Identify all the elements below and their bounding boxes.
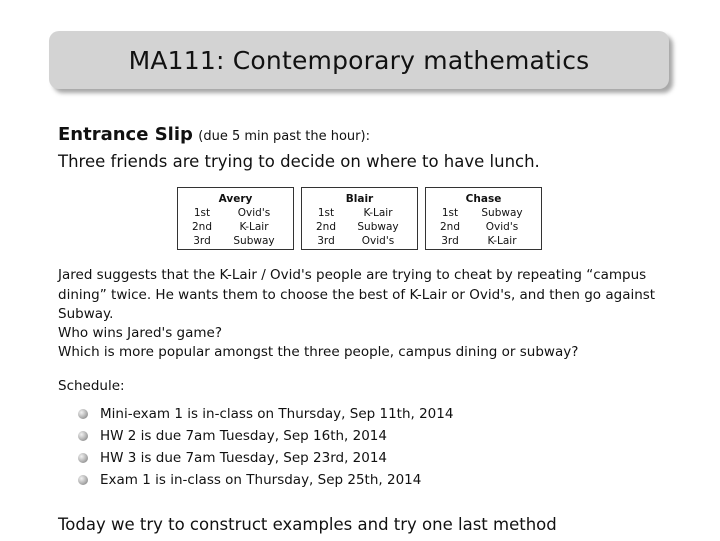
list-item bbox=[78, 425, 453, 447]
bullet-icon bbox=[78, 453, 88, 463]
list-item bbox=[78, 469, 453, 491]
schedule-item-text: Exam 1 is in-class on Thursday, Sep 25th, 2014 bbox=[100, 472, 422, 488]
choice: Ovid's bbox=[361, 235, 395, 247]
bullet-icon bbox=[78, 475, 88, 485]
due-note: (due 5 min past the hour): bbox=[198, 129, 370, 144]
schedule-list bbox=[78, 403, 453, 491]
rank: 1st bbox=[317, 207, 335, 219]
preference-row bbox=[178, 206, 293, 220]
entrance-slip-heading bbox=[58, 124, 370, 145]
preference-box-avery bbox=[177, 187, 294, 250]
rank: 2nd bbox=[439, 221, 460, 233]
schedule-label: Schedule: bbox=[58, 378, 125, 394]
preference-row bbox=[426, 220, 541, 234]
preference-box-blair bbox=[301, 187, 418, 250]
paragraph-line: Jared suggests that the K-Lair / Ovid's people are trying to cheat by repeating “campus bbox=[58, 267, 647, 283]
person-name: Blair bbox=[345, 193, 374, 205]
preference-row bbox=[426, 206, 541, 220]
schedule-item-text: HW 2 is due 7am Tuesday, Sep 16th, 2014 bbox=[100, 428, 387, 444]
preference-box-chase bbox=[425, 187, 542, 250]
preference-row bbox=[302, 234, 417, 248]
preference-row bbox=[178, 234, 293, 248]
preference-row bbox=[178, 220, 293, 234]
choice: K-Lair bbox=[487, 235, 517, 247]
intro-text: Three friends are trying to decide on where to have lunch. bbox=[58, 152, 540, 171]
rank: 3rd bbox=[193, 235, 211, 247]
person-name: Avery bbox=[218, 193, 253, 205]
rank: 2nd bbox=[191, 221, 212, 233]
person-name: Chase bbox=[465, 193, 502, 205]
rank: 3rd bbox=[441, 235, 459, 247]
preference-row bbox=[302, 206, 417, 220]
rank: 2nd bbox=[315, 221, 336, 233]
choice: K-Lair bbox=[239, 221, 269, 233]
choice: Subway bbox=[481, 207, 523, 219]
choice: Ovid's bbox=[485, 221, 519, 233]
preference-row bbox=[426, 234, 541, 248]
page-title: MA111: Contemporary mathematics bbox=[128, 45, 590, 75]
closing-text: Today we try to construct examples and try one last method bbox=[58, 515, 557, 534]
question-line: Which is more popular amongst the three people, campus dining or subway? bbox=[58, 344, 579, 360]
rank: 1st bbox=[441, 207, 459, 219]
entrance-slip-label: Entrance Slip bbox=[58, 124, 193, 145]
choice: Subway bbox=[357, 221, 399, 233]
paragraph-line: dining” twice. He wants them to choose the best of K-Lair or Ovid's, and then go against bbox=[58, 287, 656, 303]
bullet-icon bbox=[78, 431, 88, 441]
title-banner bbox=[49, 31, 669, 89]
rank: 3rd bbox=[317, 235, 335, 247]
schedule-item-text: Mini-exam 1 is in-class on Thursday, Sep 11th, 2014 bbox=[100, 406, 454, 422]
question-line: Who wins Jared's game? bbox=[58, 325, 223, 341]
list-item bbox=[78, 447, 453, 469]
choice: Subway bbox=[233, 235, 275, 247]
preference-row bbox=[302, 220, 417, 234]
choice: K-Lair bbox=[363, 207, 393, 219]
bullet-icon bbox=[78, 409, 88, 419]
schedule-item-text: HW 3 is due 7am Tuesday, Sep 23rd, 2014 bbox=[100, 450, 388, 466]
paragraph-line: Subway. bbox=[58, 306, 114, 322]
rank: 1st bbox=[193, 207, 211, 219]
list-item bbox=[78, 403, 453, 425]
choice: Ovid's bbox=[237, 207, 271, 219]
